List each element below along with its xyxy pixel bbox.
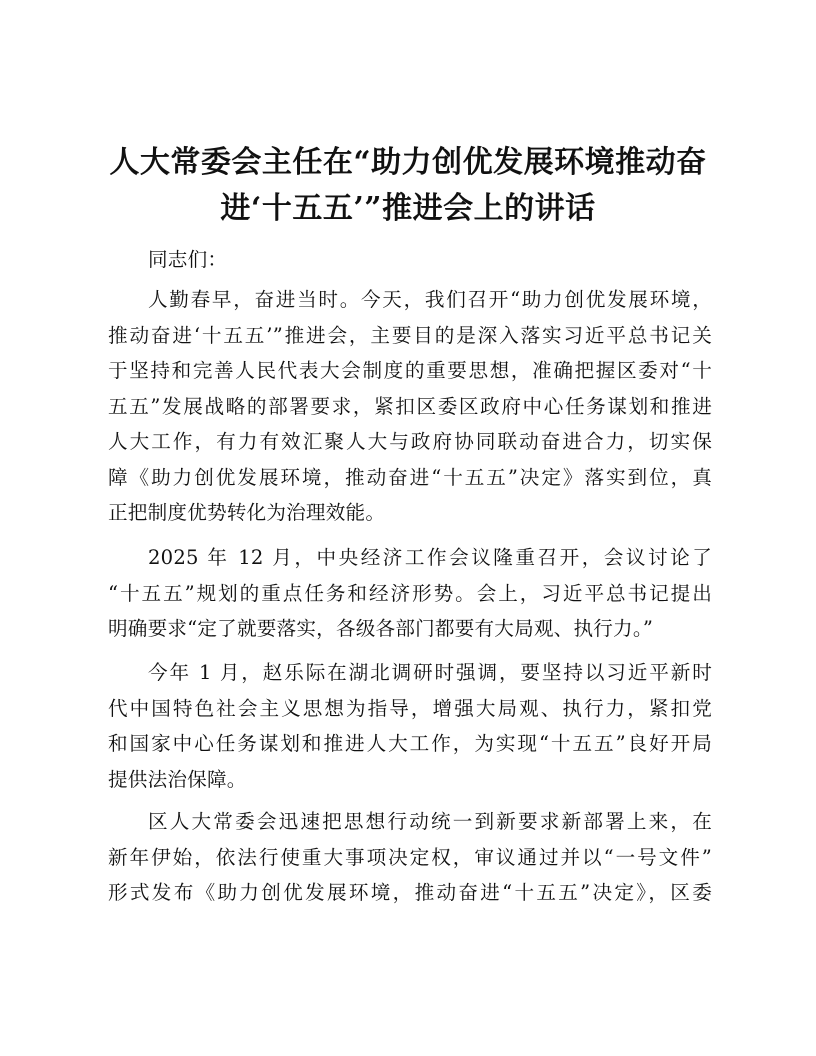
paragraph-4 <box>108 804 712 911</box>
greeting: 同志们： <box>148 248 228 271</box>
paragraph-line: 人大工作，有力有效汇聚人大与政府协同联动奋进合力，切实保 <box>108 430 712 453</box>
paragraph-line: 形式发布《助力创优发展环境，推动奋进“十五五”决定》，区委 <box>108 881 712 904</box>
paragraph-line: 正把制度优势转化为治理效能。 <box>108 501 386 524</box>
paragraph-line: 五五”发展战略的部署要求，紧扣区委区政府中心任务谋划和推进 <box>108 394 712 418</box>
paragraph-line: 于坚持和完善人民代表大会制度的重要思想，准确把握区委对“十 <box>108 359 712 382</box>
paragraph-line: 代中国特色社会主义思想为指导，增强大局观、执行力，紧扣党 <box>108 696 712 720</box>
paragraph-1 <box>108 282 712 531</box>
paragraph-line: 障《助力创优发展环境，推动奋进“十五五”决定》落实到位，真 <box>108 465 712 489</box>
paragraph-line: 和国家中心任务谋划和推进人大工作，为实现“十五五”良好开局 <box>108 732 712 755</box>
paragraph-2 <box>108 540 712 647</box>
paragraph-3 <box>108 655 712 797</box>
paragraph-line: 今年 1 月，赵乐际在湖北调研时强调，要坚持以习近平新时 <box>148 661 712 684</box>
paragraph-line: 新年伊始，依法行使重大事项决定权，审议通过并以“一号文件” <box>108 845 712 869</box>
paragraph-line: 人勤春早，奋进当时。今天，我们召开“助力创优发展环境， <box>148 288 712 311</box>
paragraph-line: “十五五”规划的重点任务和经济形势。会上，习近平总书记提出 <box>108 581 712 605</box>
document-title-line-1: 人大常委会主任在“助力创优发展环境推动奋 <box>109 145 707 180</box>
paragraph-line: 推动奋进‘十五五’”推进会，主要目的是深入落实习近平总书记关 <box>108 323 712 347</box>
paragraph-line: 提供法治保障。 <box>108 767 247 791</box>
greeting-block <box>108 242 712 278</box>
paragraph-line: 2025 年 12 月，中央经济工作会议隆重召开，会议讨论了 <box>148 546 712 569</box>
document-title-line-2: 进‘十五五’”推进会上的讲话 <box>220 191 596 226</box>
paragraph-line: 明确要求“定了就要落实，各级各部门都要有大局观、执行力。” <box>108 617 654 640</box>
paragraph-line: 区人大常委会迅速把思想行动统一到新要求新部署上来，在 <box>148 810 712 833</box>
